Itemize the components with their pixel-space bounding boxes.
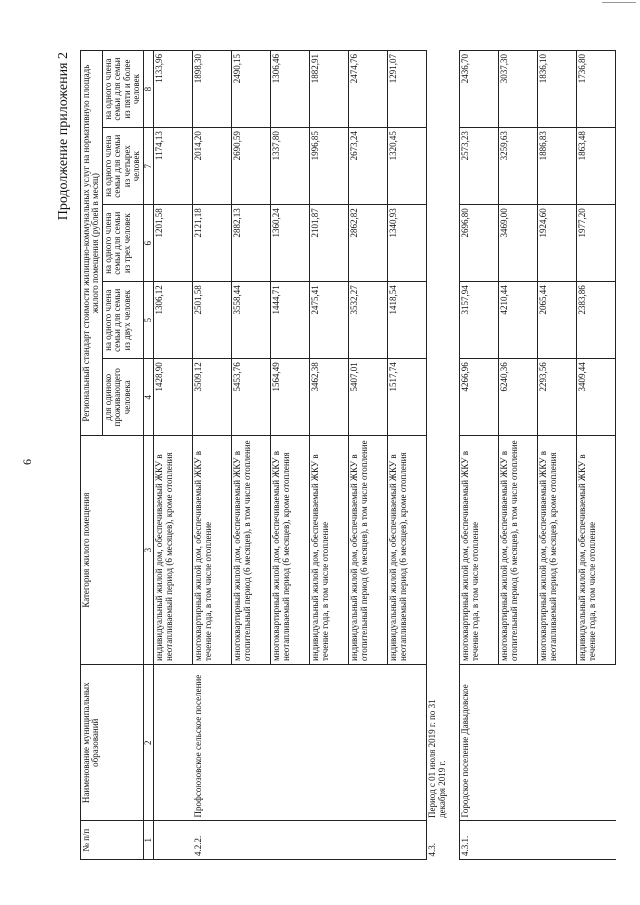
value-cell: 1564,49 — [271, 359, 310, 436]
value-cell: 2436,70 — [460, 51, 499, 128]
value-cell: 2690,59 — [232, 128, 271, 205]
value-cell: 1882,91 — [310, 51, 349, 128]
category-text: многоквартирный жилой дом, обеспечиваемый ЖКУ в течение года, в том числе отопление — [193, 436, 232, 665]
header-col-five: на одного члена семьи для семьи из пяти и более человек — [102, 51, 143, 128]
municipality-name — [232, 665, 271, 821]
value-cell: 3532,27 — [349, 282, 388, 359]
row-number — [271, 821, 310, 860]
value-cell: 1320,45 — [388, 128, 427, 205]
period-label: Период с 01 июля 2019 г. по 31 декабря 2019 г. — [427, 665, 460, 821]
row-number — [499, 821, 538, 860]
value-cell: 2573,23 — [460, 128, 499, 205]
value-cell: 3259,63 — [499, 128, 538, 205]
value-cell: 2293,56 — [538, 359, 577, 436]
tariff-table — [80, 50, 616, 860]
index-cell: 7 — [143, 128, 153, 205]
municipality-name — [499, 665, 538, 821]
page-number: 6 — [20, 459, 34, 465]
municipality-name — [310, 665, 349, 821]
table-row — [154, 51, 193, 860]
value-cell: 2673,24 — [349, 128, 388, 205]
header-municipality: Наименование муниципальных образований — [81, 665, 144, 821]
value-cell: 1201,58 — [154, 205, 193, 282]
municipality-name — [271, 665, 310, 821]
value-cell: 1886,83 — [538, 128, 577, 205]
value-cell: 2014,20 — [193, 128, 232, 205]
table-row — [193, 51, 232, 860]
value-cell: 2475,41 — [310, 282, 349, 359]
index-cell: 2 — [143, 665, 153, 821]
municipality-name: Городское поселение Давыдовское — [460, 665, 499, 821]
value-cell: 1337,80 — [271, 128, 310, 205]
value-cell: 2474,76 — [349, 51, 388, 128]
category-text: индивидуальный жилой дом, обеспечиваемый ЖКУ в отопительный период (6 месяцев), в том числе отопление — [349, 436, 388, 665]
value-cell: 2101,87 — [310, 205, 349, 282]
header-col-four: на одного члена семьи для семьи из четырех человек — [102, 128, 143, 205]
value-cell: 2862,82 — [349, 205, 388, 282]
category-text: индивидуальный жилой дом, обеспечиваемый ЖКУ в течение года, в том числе отопление — [577, 436, 616, 665]
value-cell: 1924,60 — [538, 205, 577, 282]
category-text: индивидуальный жилой дом, обеспечиваемый ЖКУ в неотапливаемый период (6 месяцев), кроме отопления — [154, 436, 193, 665]
value-cell: 1360,24 — [271, 205, 310, 282]
value-cell: 4266,96 — [460, 359, 499, 436]
row-number — [154, 821, 193, 860]
value-cell: 1340,93 — [388, 205, 427, 282]
index-cell: 4 — [143, 359, 153, 436]
value-cell: 3509,12 — [193, 359, 232, 436]
header-col-three: на одного члена семьи для семьи из трех человек — [102, 205, 143, 282]
table-row — [577, 51, 616, 860]
table-row — [271, 51, 310, 860]
municipality-name — [538, 665, 577, 821]
value-cell: 1863,48 — [577, 128, 616, 205]
category-text: многоквартирный жилой дом, обеспечиваемый ЖКУ в неотапливаемый период (6 месяцев), кроме отопления — [538, 436, 577, 665]
municipality-name — [349, 665, 388, 821]
value-cell: 4210,44 — [499, 282, 538, 359]
value-cell: 3469,00 — [499, 205, 538, 282]
row-number — [577, 821, 616, 860]
category-text: многоквартирный жилой дом, обеспечиваемый ЖКУ в течение года, в том числе отопление — [460, 436, 499, 665]
municipality-name — [154, 665, 193, 821]
value-cell: 5407,01 — [349, 359, 388, 436]
value-cell: 1444,71 — [271, 282, 310, 359]
row-number — [232, 821, 271, 860]
value-cell: 2696,80 — [460, 205, 499, 282]
row-number — [349, 821, 388, 860]
row-number: 4.2.2. — [193, 821, 232, 860]
header-col-single: для одиноко проживающего человека — [102, 359, 143, 436]
continuation-label: Продолжение приложения 2 — [56, 52, 71, 221]
value-cell: 1174,13 — [154, 128, 193, 205]
table-row — [499, 51, 538, 860]
value-cell: 1898,30 — [193, 51, 232, 128]
municipality-name: Профсоюзовское сельское поселение — [193, 665, 232, 821]
category-text: индивидуальный жилой дом, обеспечиваемый ЖКУ в течение года, в том числе отопление — [310, 436, 349, 665]
index-cell: 5 — [143, 282, 153, 359]
period-number: 4.3. — [427, 821, 460, 860]
period-spacer — [427, 51, 460, 665]
category-text: многоквартирный жилой дом, обеспечиваемый ЖКУ в отопительный период (6 месяцев), в том числе отопление — [499, 436, 538, 665]
value-cell: 3157,94 — [460, 282, 499, 359]
row-number: 4.3.1. — [460, 821, 499, 860]
value-cell: 2490,15 — [232, 51, 271, 128]
value-cell: 2383,86 — [577, 282, 616, 359]
value-cell: 2882,13 — [232, 205, 271, 282]
value-cell: 1836,10 — [538, 51, 577, 128]
row-number — [538, 821, 577, 860]
table-row — [232, 51, 271, 860]
header-regional-standard: Региональный стандарт стоимости жилищно-коммунальных услуг на нормативную площадь жилого помещения (рублей в месяц) — [81, 51, 103, 436]
table-row — [388, 51, 427, 860]
municipality-name — [388, 665, 427, 821]
value-cell: 1996,85 — [310, 128, 349, 205]
value-cell: 2501,58 — [193, 282, 232, 359]
value-cell: 3409,44 — [577, 359, 616, 436]
table-row — [310, 51, 349, 860]
header-no: № п/п — [81, 821, 144, 860]
value-cell: 1306,46 — [271, 51, 310, 128]
value-cell: 1133,96 — [154, 51, 193, 128]
value-cell: 1291,07 — [388, 51, 427, 128]
index-cell: 6 — [143, 205, 153, 282]
value-cell: 3558,44 — [232, 282, 271, 359]
value-cell: 1517,74 — [388, 359, 427, 436]
category-text: многоквартирный жилой дом, обеспечиваемый ЖКУ в неотапливаемый период (6 месяцев), кроме отопления — [271, 436, 310, 665]
header-category: Категория жилого помещения — [81, 436, 144, 665]
table-row — [349, 51, 388, 860]
header-col-two: на одного члена семьи для семьи из двух человек — [102, 282, 143, 359]
period-row — [427, 51, 460, 860]
index-cell: 1 — [143, 821, 153, 860]
value-cell: 1428,90 — [154, 359, 193, 436]
value-cell: 2121,18 — [193, 205, 232, 282]
index-cell: 8 — [143, 51, 153, 128]
value-cell: 3037,30 — [499, 51, 538, 128]
value-cell: 1418,54 — [388, 282, 427, 359]
value-cell: 1977,20 — [577, 205, 616, 282]
table-row — [460, 51, 499, 860]
value-cell: 1306,12 — [154, 282, 193, 359]
value-cell: 2065,44 — [538, 282, 577, 359]
category-text: индивидуальный жилой дом, обеспечиваемый ЖКУ в неотапливаемый период (6 месяцев), кроме отопления — [388, 436, 427, 665]
table-row — [538, 51, 577, 860]
value-cell: 6240,36 — [499, 359, 538, 436]
row-number — [310, 821, 349, 860]
value-cell: 5453,76 — [232, 359, 271, 436]
category-text: многоквартирный жилой дом, обеспечиваемый ЖКУ в отопительный период (6 месяцев), в том числе отопление — [232, 436, 271, 665]
index-cell: 3 — [143, 436, 153, 665]
value-cell: 1736,80 — [577, 51, 616, 128]
value-cell: 3462,38 — [310, 359, 349, 436]
row-number — [388, 821, 427, 860]
municipality-name — [577, 665, 616, 821]
